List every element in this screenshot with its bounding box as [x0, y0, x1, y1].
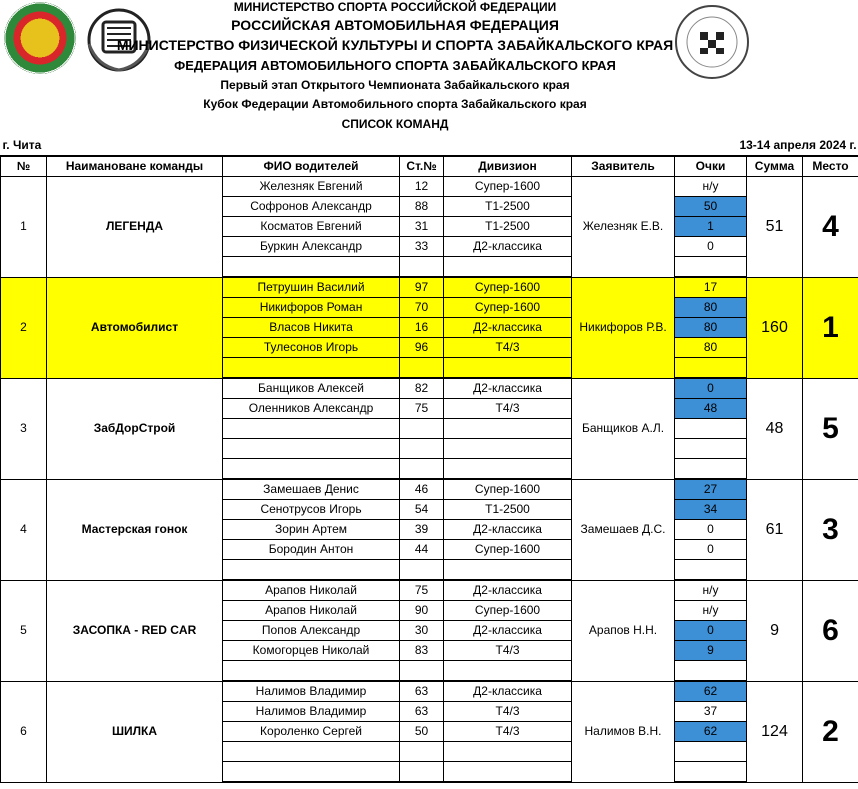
division: Д2-классика [444, 681, 572, 702]
header-line-1: МИНИСТЕРСТВО СПОРТА РОССИЙСКОЙ ФЕДЕРАЦИИ [233, 0, 557, 14]
division: Д2-классика [444, 621, 572, 641]
applicant: Арапов Н.Н. [572, 580, 675, 681]
division [444, 358, 572, 379]
start-number [400, 419, 444, 439]
col-header-applicant: Заявитель [572, 156, 675, 177]
driver-name [223, 419, 400, 439]
start-number: 83 [400, 641, 444, 661]
points: 80 [675, 298, 747, 318]
start-number [400, 742, 444, 762]
division: Т4/3 [444, 338, 572, 358]
driver-name [223, 439, 400, 459]
applicant: Железняк Е.В. [572, 177, 675, 278]
col-header-place: Место [803, 156, 858, 177]
driver-name: Налимов Владимир [223, 702, 400, 722]
col-header-team: Наимановане команды [47, 156, 223, 177]
col-header-sum: Сумма [747, 156, 803, 177]
team-name: Мастерская гонок [47, 479, 223, 580]
start-number: 88 [400, 197, 444, 217]
col-header-points: Очки [675, 156, 747, 177]
division: Д2-классика [444, 520, 572, 540]
division [444, 459, 572, 480]
team-number: 4 [1, 479, 47, 580]
division: Т1-2500 [444, 217, 572, 237]
driver-name: Никифоров Роман [223, 298, 400, 318]
start-number [400, 459, 444, 480]
driver-name: Железняк Евгений [223, 177, 400, 197]
team-name: ЗабДорСтрой [47, 378, 223, 479]
table-row [1, 580, 858, 601]
table-row [1, 277, 858, 298]
driver-name: Буркин Александр [223, 237, 400, 257]
col-header-drivers: ФИО водителей [223, 156, 400, 177]
driver-name: Комогорцев Николай [223, 641, 400, 661]
points: 1 [675, 217, 747, 237]
start-number [400, 257, 444, 278]
start-number: 96 [400, 338, 444, 358]
driver-name: Косматов Евгений [223, 217, 400, 237]
table-row [1, 378, 858, 399]
team-place: 3 [803, 479, 858, 580]
driver-name: Арапов Николай [223, 580, 400, 601]
table-row [1, 681, 858, 702]
team-place: 6 [803, 580, 858, 681]
header-line-3: МИНИСТЕРСТВО ФИЗИЧЕСКОЙ КУЛЬТУРЫ И СПОРТА ЗАБАЙКАЛЬСКОГО КРАЯ [116, 37, 674, 53]
driver-name: Банщиков Алексей [223, 378, 400, 399]
col-header-num: № [1, 156, 47, 177]
start-number [400, 661, 444, 682]
team-number: 6 [1, 681, 47, 782]
start-number: 46 [400, 479, 444, 500]
points [675, 742, 747, 762]
points: н/у [675, 177, 747, 197]
team-number: 5 [1, 580, 47, 681]
driver-name: Замешаев Денис [223, 479, 400, 500]
driver-name [223, 358, 400, 379]
team-sum: 160 [747, 277, 803, 378]
driver-name: Тулесонов Игорь [223, 338, 400, 358]
points: 0 [675, 520, 747, 540]
team-name: ЛЕГЕНДА [47, 177, 223, 278]
document-header [0, 0, 858, 136]
driver-name: Сенотрусов Игорь [223, 500, 400, 520]
points: 0 [675, 237, 747, 257]
start-number: 30 [400, 621, 444, 641]
start-number: 50 [400, 722, 444, 742]
points: 62 [675, 681, 747, 702]
points: 80 [675, 318, 747, 338]
team-place: 1 [803, 277, 858, 378]
division: Д2-классика [444, 580, 572, 601]
division [444, 661, 572, 682]
start-number [400, 560, 444, 581]
points: 80 [675, 338, 747, 358]
start-number: 90 [400, 601, 444, 621]
points: н/у [675, 601, 747, 621]
driver-name: Зорин Артем [223, 520, 400, 540]
division: Д2-классика [444, 237, 572, 257]
division [444, 257, 572, 278]
header-line-2: РОССИЙСКАЯ АВТОМОБИЛЬНАЯ ФЕДЕРАЦИЯ [231, 17, 559, 33]
points: 17 [675, 277, 747, 298]
col-header-start: Ст.№ [400, 156, 444, 177]
driver-name: Попов Александр [223, 621, 400, 641]
driver-name: Оленников Александр [223, 399, 400, 419]
team-place: 5 [803, 378, 858, 479]
points: 0 [675, 540, 747, 560]
start-number: 63 [400, 702, 444, 722]
start-number [400, 358, 444, 379]
driver-name: Бородин Антон [223, 540, 400, 560]
start-number: 70 [400, 298, 444, 318]
division: Т4/3 [444, 702, 572, 722]
start-number [400, 762, 444, 783]
col-header-division: Дивизион [444, 156, 572, 177]
start-number: 31 [400, 217, 444, 237]
team-sum: 51 [747, 177, 803, 278]
division: Т4/3 [444, 399, 572, 419]
division: Д2-классика [444, 318, 572, 338]
team-place: 4 [803, 177, 858, 278]
team-sum: 61 [747, 479, 803, 580]
applicant: Банщиков А.Л. [572, 378, 675, 479]
driver-name: Петрушин Василий [223, 277, 400, 298]
division: Супер-1600 [444, 277, 572, 298]
table-row [1, 479, 858, 500]
points [675, 257, 747, 278]
team-name: ШИЛКА [47, 681, 223, 782]
event-date: 13-14 апреля 2024 г. [739, 138, 857, 152]
points [675, 560, 747, 581]
points [675, 358, 747, 379]
points [675, 459, 747, 480]
start-number: 12 [400, 177, 444, 197]
team-sum: 48 [747, 378, 803, 479]
start-number: 44 [400, 540, 444, 560]
team-name: ЗАСОПКА - RED CAR [47, 580, 223, 681]
driver-name [223, 762, 400, 783]
applicant: Налимов В.Н. [572, 681, 675, 782]
driver-name: Власов Никита [223, 318, 400, 338]
header-line-5: Первый этап Открытого Чемпионата Забайкальского края [220, 78, 570, 92]
table-header [1, 156, 858, 177]
division: Т4/3 [444, 641, 572, 661]
driver-name [223, 257, 400, 278]
team-number: 2 [1, 277, 47, 378]
points [675, 661, 747, 682]
header-line-4: ФЕДЕРАЦИЯ АВТОМОБИЛЬНОГО СПОРТА ЗАБАЙКАЛЬСКОГО КРАЯ [174, 58, 616, 73]
division: Супер-1600 [444, 298, 572, 318]
start-number: 39 [400, 520, 444, 540]
driver-name: Налимов Владимир [223, 681, 400, 702]
points: 0 [675, 621, 747, 641]
division: Супер-1600 [444, 479, 572, 500]
division [444, 762, 572, 783]
table-row [1, 177, 858, 197]
header-line-7: СПИСОК КОМАНД [341, 117, 449, 131]
division [444, 742, 572, 762]
start-number: 63 [400, 681, 444, 702]
driver-name: Софронов Александр [223, 197, 400, 217]
team-number: 1 [1, 177, 47, 278]
division: Т1-2500 [444, 500, 572, 520]
points: 34 [675, 500, 747, 520]
points [675, 419, 747, 439]
points: 62 [675, 722, 747, 742]
teams-body [1, 177, 858, 783]
points: 27 [675, 479, 747, 500]
team-sum: 124 [747, 681, 803, 782]
driver-name [223, 560, 400, 581]
applicant: Замешаев Д.С. [572, 479, 675, 580]
teams-table [0, 136, 858, 783]
division: Супер-1600 [444, 177, 572, 197]
start-number: 82 [400, 378, 444, 399]
team-sum: 9 [747, 580, 803, 681]
division: Т4/3 [444, 722, 572, 742]
division: Супер-1600 [444, 540, 572, 560]
team-place: 2 [803, 681, 858, 782]
driver-name [223, 661, 400, 682]
division: Супер-1600 [444, 601, 572, 621]
division [444, 419, 572, 439]
driver-name [223, 459, 400, 480]
city-date-row [1, 136, 858, 156]
start-number: 16 [400, 318, 444, 338]
points: 37 [675, 702, 747, 722]
driver-name: Арапов Николай [223, 601, 400, 621]
header-line-6: Кубок Федерации Автомобильного спорта Забайкальского края [203, 97, 587, 111]
division: Д2-классика [444, 378, 572, 399]
division: Т1-2500 [444, 197, 572, 217]
start-number: 33 [400, 237, 444, 257]
start-number: 97 [400, 277, 444, 298]
driver-name [223, 742, 400, 762]
points: н/у [675, 580, 747, 601]
driver-name: Короленко Сергей [223, 722, 400, 742]
points: 48 [675, 399, 747, 419]
team-number: 3 [1, 378, 47, 479]
division [444, 439, 572, 459]
start-number: 75 [400, 399, 444, 419]
points: 50 [675, 197, 747, 217]
division [444, 560, 572, 581]
points: 0 [675, 378, 747, 399]
team-name: Автомобилист [47, 277, 223, 378]
points [675, 439, 747, 459]
applicant: Никифоров Р.В. [572, 277, 675, 378]
start-number: 54 [400, 500, 444, 520]
city: г. Чита [2, 138, 42, 152]
start-number [400, 439, 444, 459]
points: 9 [675, 641, 747, 661]
points [675, 762, 747, 783]
start-number: 75 [400, 580, 444, 601]
